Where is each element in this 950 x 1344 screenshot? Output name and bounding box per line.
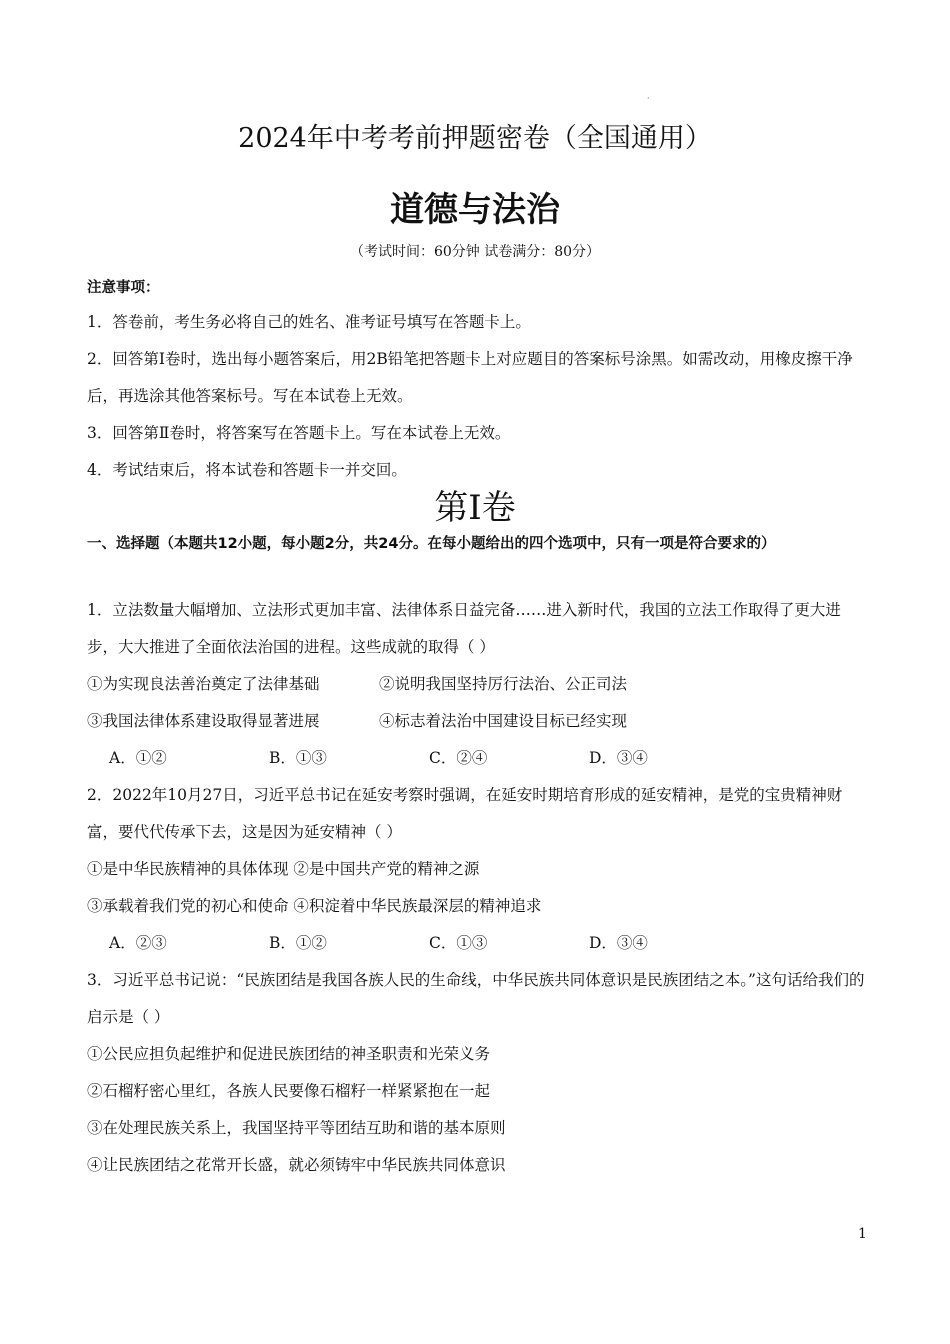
subject-title: 道德与法治	[390, 190, 560, 230]
question-1-statement: ④标志着法治中国建设目标已经实现	[379, 712, 628, 730]
option-b: B．①③	[269, 749, 327, 767]
option-a: A．②③	[109, 934, 167, 952]
question-1-statement: ①为实现良法善治奠定了法律基础	[87, 675, 320, 693]
option-c: C．②④	[429, 749, 488, 767]
option-d: D．③④	[589, 749, 648, 767]
question-1-statements-row-2	[87, 703, 867, 740]
option-a: A．①②	[109, 749, 167, 767]
question-2-options	[87, 925, 867, 962]
question-2-statement-line: ①是中华民族精神的具体体现 ②是中国共产党的精神之源	[87, 860, 480, 878]
question-2-statement-line: ③承载着我们党的初心和使命 ④积淀着中华民族最深层的精神追求	[87, 897, 542, 915]
question-1-statement: ③我国法律体系建设取得显著进展	[87, 712, 320, 730]
exam-info: （考试时间：60分钟 试卷满分：80分）	[349, 244, 601, 260]
decorative-dot: ·	[647, 94, 650, 103]
option-c: C．①③	[429, 934, 488, 952]
notice-title: 注意事项：	[87, 280, 160, 296]
section-heading: 一、选择题（本题共12小题，每小题2分，共24分。在每小题给出的四个选项中，只有一项是符合要求的）	[87, 536, 776, 552]
notice-item: 1．答卷前，考生务必将自己的姓名、准考证号填写在答题卡上。	[87, 313, 531, 331]
question-1-statements-row-1	[87, 666, 867, 703]
question-3-statement: ①公民应担负起维护和促进民族团结的神圣职责和光荣义务	[87, 1045, 491, 1063]
question-1-options	[87, 740, 867, 777]
notice-item: 3．回答第Ⅱ卷时，将答案写在答题卡上。写在本试卷上无效。	[87, 424, 511, 442]
question-3-statement: ②石榴籽密心里红，各族人民要像石榴籽一样紧紧抱在一起	[87, 1082, 491, 1100]
page-number: 1	[858, 1226, 867, 1242]
exam-title: 2024年中考考前押题密卷（全国通用）	[238, 123, 712, 154]
question-3-statement: ③在处理民族关系上，我国坚持平等团结互助和谐的基本原则	[87, 1119, 506, 1137]
question-3-statement: ④让民族团结之花常开长盛，就必须铸牢中华民族共同体意识	[87, 1156, 506, 1174]
option-d: D．③④	[589, 934, 648, 952]
notice-item: 4．考试结束后，将本试卷和答题卡一并交回。	[87, 461, 407, 479]
question-1-statement: ②说明我国坚持厉行法治、公正司法	[379, 675, 628, 693]
notice-list	[87, 304, 867, 489]
option-b: B．①②	[269, 934, 327, 952]
question-2-stem: 2．2022年10月27日，习近平总书记在延安考察时强调，在延安时期培育形成的延安精神，是党的宝贵精神财富，要代代传承下去，这是因为延安精神（ ）	[87, 786, 843, 841]
notice-item: 2．回答第Ⅰ卷时，选出每小题答案后，用2B铅笔把答题卡上对应题目的答案标号涂黑。如需改动，用橡皮擦干净后，再选涂其他答案标号。写在本试卷上无效。	[87, 350, 853, 405]
part-title: 第Ⅰ卷	[434, 488, 516, 528]
question-1-stem: 1．立法数量大幅增加、立法形式更加丰富、法律体系日益完备……进入新时代，我国的立法工作取得了更大进步，大大推进了全面依法治国的进程。这些成就的取得（ ）	[87, 601, 841, 656]
question-list	[87, 592, 867, 1184]
question-3-stem: 3．习近平总书记说：“民族团结是我国各族人民的生命线，中华民族共同体意识是民族团结之本。”这句话给我们的启示是（ ）	[87, 971, 865, 1026]
